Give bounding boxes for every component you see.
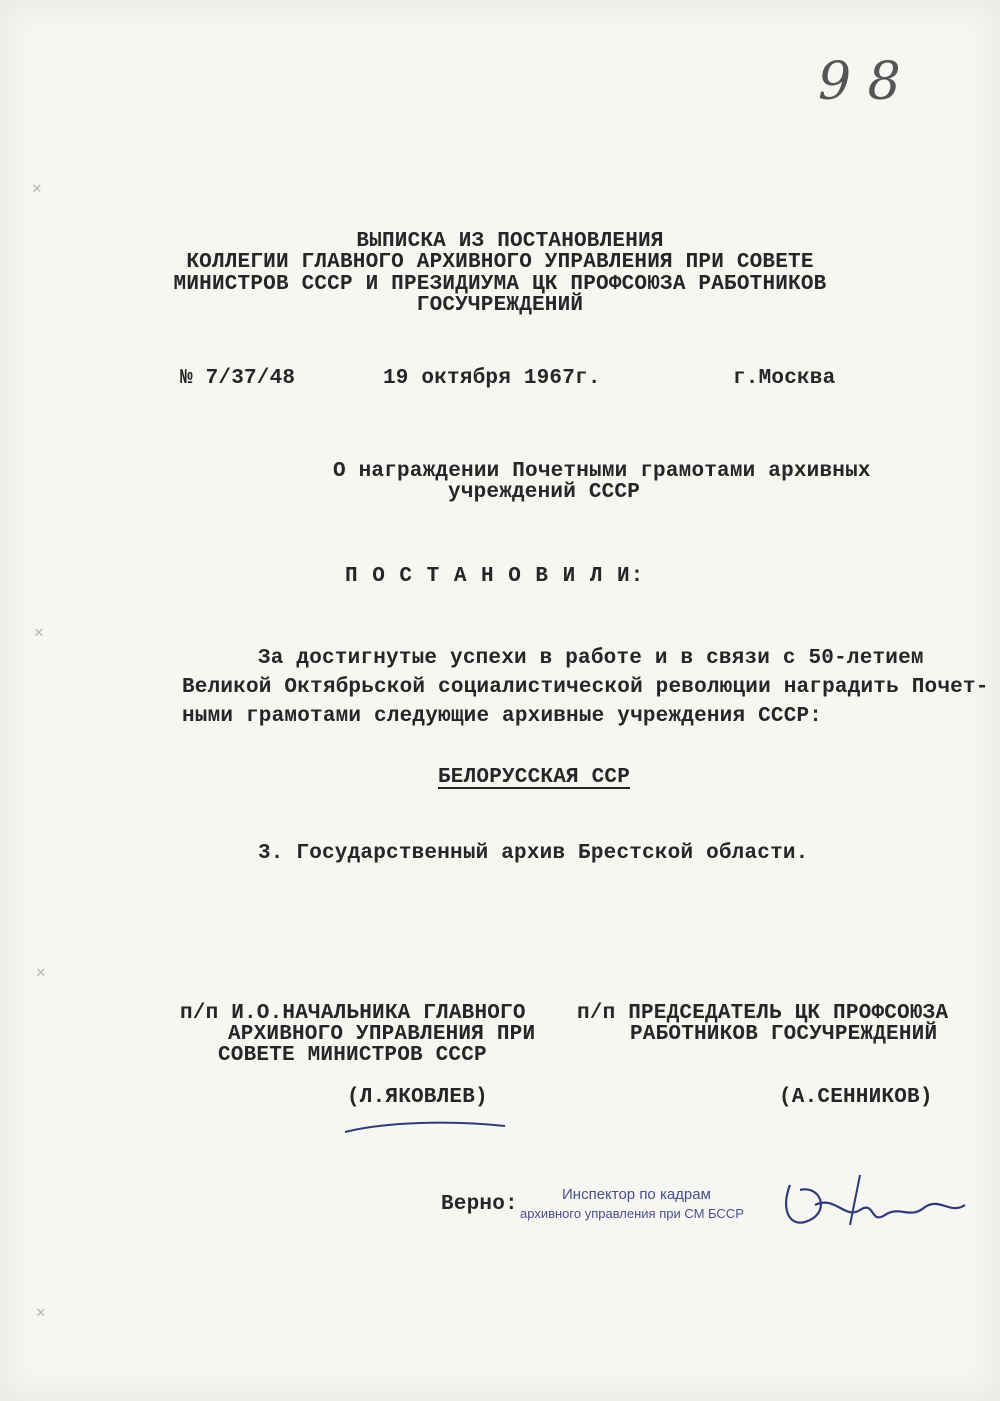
header-line-2: КОЛЛЕГИИ ГЛАВНОГО АРХИВНОГО УПРАВЛЕНИЯ ПРИ СОВЕТЕ: [186, 251, 814, 274]
resolution-date: 19 октября 1967г.: [383, 367, 601, 390]
signature-stroke: [340, 1112, 510, 1142]
resolution-number: № 7/37/48: [180, 367, 296, 390]
binding-mark: ✕: [32, 180, 42, 198]
body-line-2: Великой Октябрьской социалистической революции наградить Почет-: [182, 676, 989, 699]
subject-line-2: учреждений СССР: [448, 481, 641, 504]
header-line-4: ГОСУЧРЕЖДЕНИЙ: [416, 294, 584, 317]
stamp-line-2: архивного управления при СМ БССР: [520, 1206, 744, 1221]
right-signatory-line-1: п/п ПРЕДСЕДАТЕЛЬ ЦК ПРОФСОЮЗА: [577, 1002, 949, 1025]
header-line-1: ВЫПИСКА ИЗ ПОСТАНОВЛЕНИЯ: [356, 230, 664, 253]
republic-heading: БЕЛОРУССКАЯ ССР: [438, 766, 631, 789]
folio-number: 9 8: [818, 52, 901, 112]
left-signatory-name: (Л.ЯКОВЛЕВ): [347, 1086, 488, 1109]
body-line-3: ными грамотами следующие архивные учреждения СССР:: [182, 705, 823, 728]
binding-mark: ✕: [34, 624, 44, 642]
right-signatory-name: (А.СЕННИКОВ): [779, 1086, 933, 1109]
stamp-line-1: Инспектор по кадрам: [562, 1186, 711, 1203]
resolution-city: г.Москва: [733, 367, 836, 390]
binding-mark: ✕: [36, 1304, 46, 1322]
awarded-item: 3. Государственный архив Брестской области.: [258, 842, 809, 865]
body-line-1: За достигнутые успехи в работе и в связи с 50-летием: [258, 647, 924, 670]
subject-line-1: О награждении Почетными грамотами архивных: [333, 460, 871, 483]
handwritten-signature: [760, 1165, 980, 1245]
left-signatory-line-2: АРХИВНОГО УПРАВЛЕНИЯ ПРИ: [228, 1023, 536, 1046]
right-signatory-line-2: РАБОТНИКОВ ГОСУЧРЕЖДЕНИЙ: [630, 1023, 938, 1046]
left-signatory-line-1: п/п И.О.НАЧАЛЬНИКА ГЛАВНОГО: [180, 1002, 526, 1025]
left-signatory-line-3: СОВЕТЕ МИНИСТРОВ СССР: [218, 1044, 487, 1067]
binding-mark: ✕: [36, 964, 46, 982]
certification-label: Верно:: [441, 1193, 518, 1216]
header-line-3: МИНИСТРОВ СССР И ПРЕЗИДИУМА ЦК ПРОФСОЮЗА РАБОТНИКОВ: [173, 273, 827, 296]
resolved-heading: П О С Т А Н О В И Л И:: [345, 565, 645, 588]
